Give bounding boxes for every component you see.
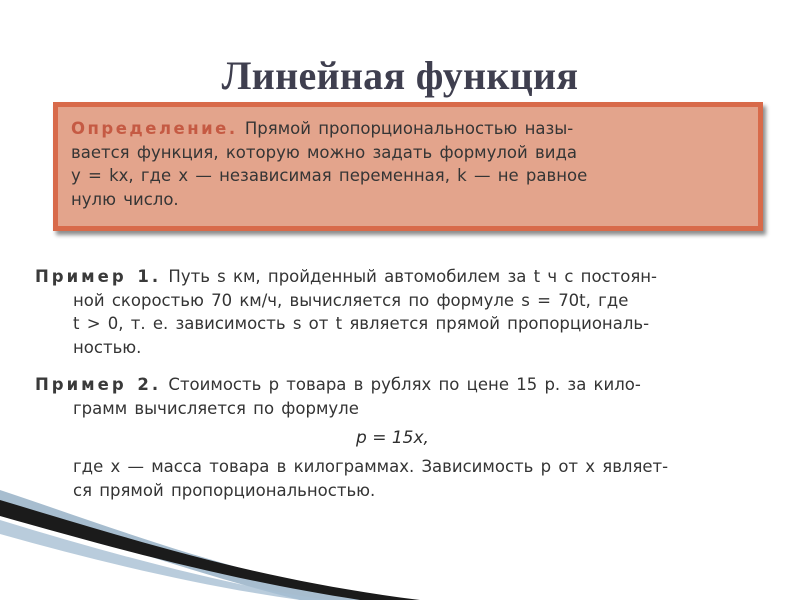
- definition-line-1-text: Прямой пропорциональностью назы-: [244, 119, 574, 138]
- definition-box: [53, 102, 763, 231]
- example-2-formula: p = 15x,: [356, 428, 429, 448]
- slide-swoosh-decoration: [0, 490, 800, 600]
- example-1-line-3: t > 0, т. е. зависимость s от t является прямой пропорциональ-: [73, 314, 650, 333]
- definition-line-1: [71, 117, 751, 141]
- example-2-after-line-2: ся прямой пропорциональностью.: [73, 480, 376, 500]
- definition-text: [71, 117, 751, 211]
- example-1-line-1: [35, 265, 775, 289]
- example-1: [35, 265, 775, 359]
- example-1-line-4: ностью.: [73, 337, 142, 357]
- example-2-line-1-text: Стоимость p товара в рублях по цене 15 р. за кило-: [168, 375, 641, 394]
- example-2: [35, 373, 775, 420]
- definition-line-3: y = kx, где x — независимая переменная, k — не равное: [71, 166, 588, 185]
- example-1-line-1-text: Путь s км, пройденный автомобилем за t ч с постоян-: [168, 267, 657, 286]
- example-1-line-2: ной скоростью 70 км/ч, вычисляется по формуле s = 70t, где: [73, 290, 629, 310]
- example-2-line-1: [35, 373, 775, 397]
- example-2-head: Пример 2.: [35, 375, 162, 394]
- definition-line-4: нулю число.: [71, 189, 179, 209]
- example-1-head: Пример 1.: [35, 267, 162, 286]
- example-2-after-line-1: где x — масса товара в килограммах. Зависимость p от x являет-: [73, 457, 669, 476]
- slide-title: Линейная функция: [221, 53, 579, 98]
- definition-line-2: вается функция, которую можно задать формулой вида: [71, 142, 577, 162]
- definition-head: Определение.: [71, 119, 238, 138]
- example-2-line-2: грамм вычисляется по формуле: [73, 398, 359, 418]
